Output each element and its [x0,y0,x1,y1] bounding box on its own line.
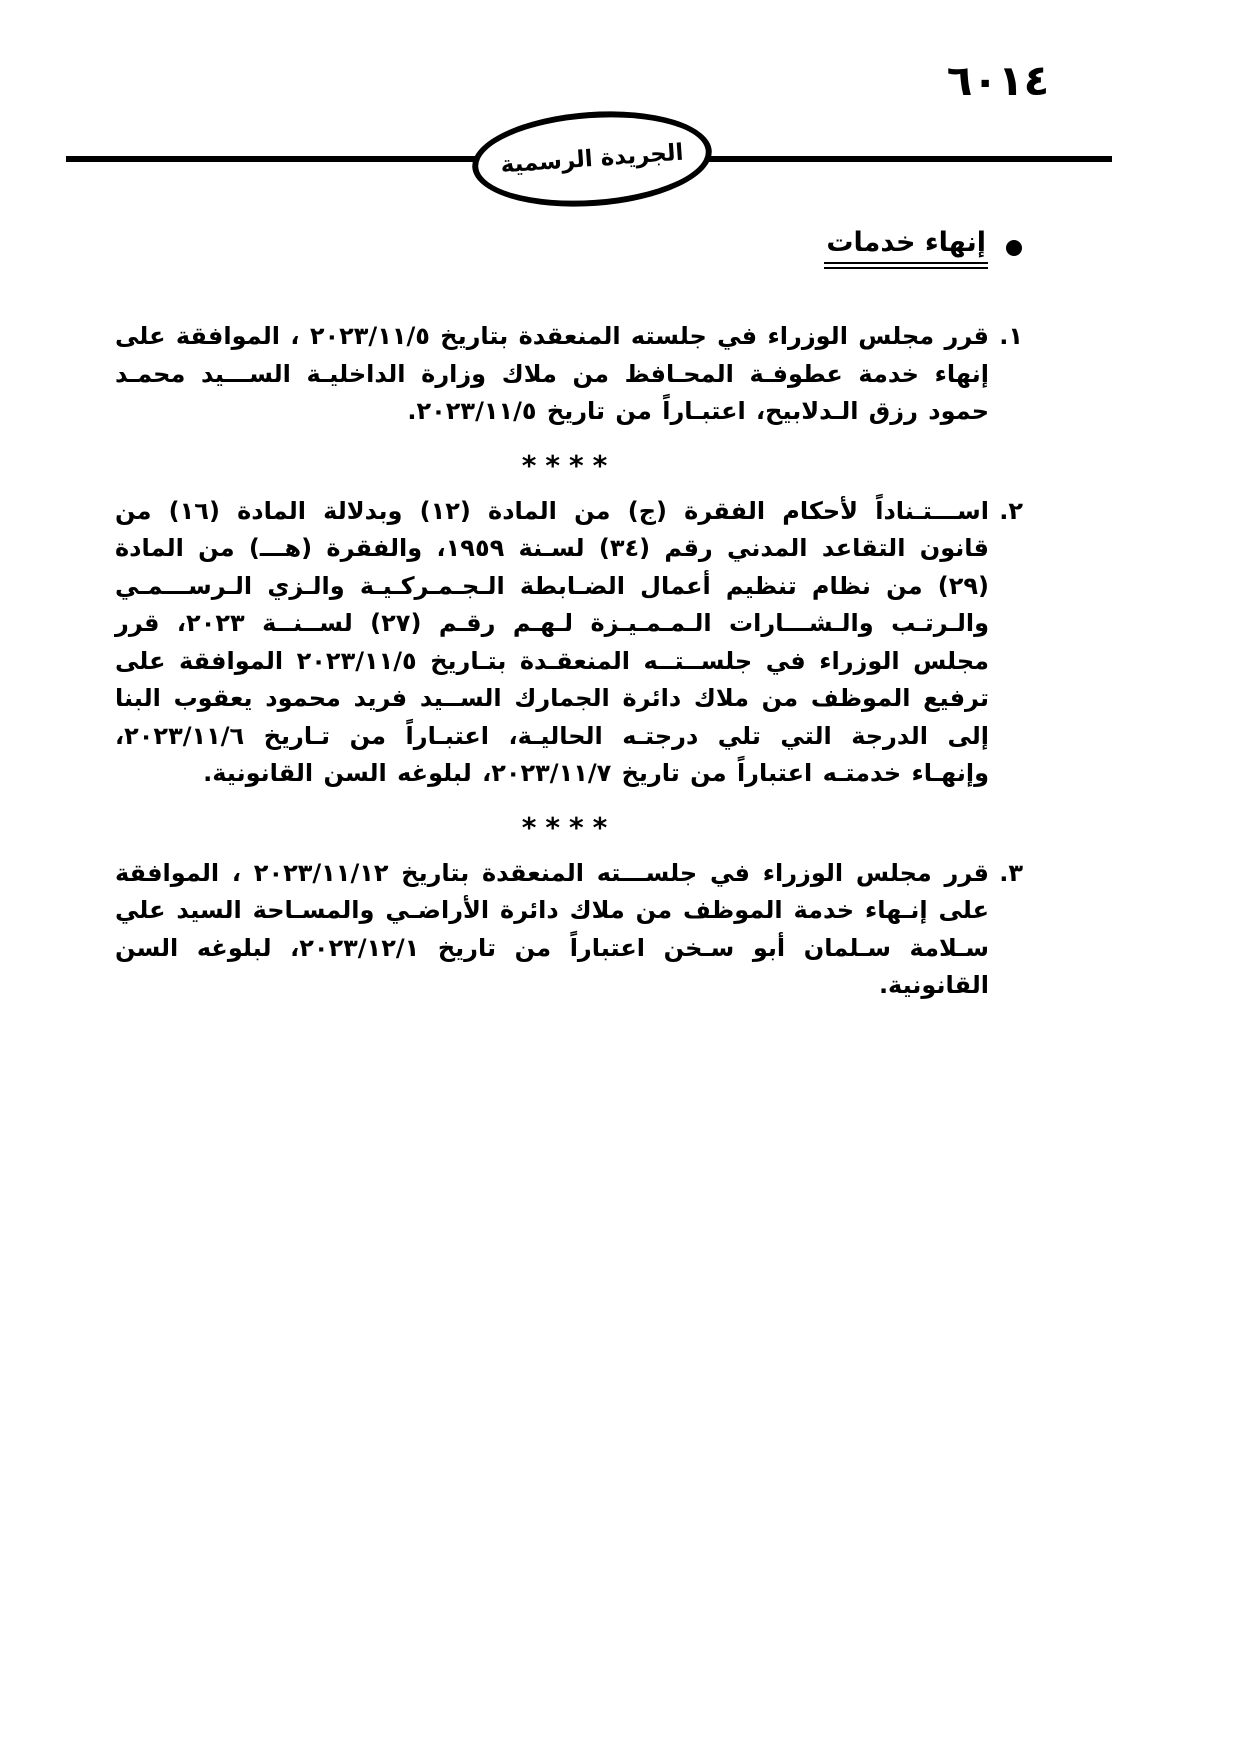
separator-stars: **** [521,448,617,482]
decisions-list [115,318,1023,1005]
item-number: ١. [999,322,1023,350]
separator-stars: **** [521,810,617,844]
gazette-title-oval [469,104,715,215]
item-text: اســـتـناداً لأحكام الفقرة (ج) من المادة (١٢) وبدلالة المادة (١٦) من قانون التقاعد المدني رقم (٣٤) لسـنة ١٩٥٩، والفقرة (هـــ) من المادة (٢٩) من نظام تنظيم أعمال الضـابطة الـجـمـركـيـة والـزي الـرســـمـي والـرتـب والـشـــارات الـمـمـيـزة لـهـم رقـم (٢٧) لســنــة ٢٠٢٣، قرر مجلس الوزراء في جلســتــه المنعقـدة بتـاريخ ٢٠٢٣/١١/٥ الموافقة على ترفيع الموظف من ملاك دائرة الجمارك الســيد فريد محمود يعقوب البنا إلى الدرجة التي تلي درجتـه الحاليـة، اعتبـاراً من تـاريخ ٢٠٢٣/١١/٦، وإنهـاء خدمتـه اعتباراً من تاريخ ٢٠٢٣/١١/٧، لبلوغه السن القانونية. [115,496,990,787]
list-item [115,855,1023,1005]
item-number: ٢. [999,496,1023,525]
list-item [115,318,1023,431]
item-text: قرر مجلس الوزراء في جلسته المنعقدة بتاريخ ٢٠٢٣/١١/٥ ، الموافقة على إنهاء خدمة عطوفـة المحـافظ من ملاك وزارة الداخليـة الســـيد محمـد حمود رزق الـدلابيح، اعتبـاراً من تاريخ ٢٠٢٣/١١/٥. [115,322,989,425]
section-heading-row [824,228,1022,269]
section-heading: إنهاء خدمات [824,228,988,269]
item-number: ٣. [999,858,1023,887]
page-number: ٦٠١٤ [946,56,1050,105]
item-text: قرر مجلس الوزراء في جلســـته المنعقدة بتاريخ ٢٠٢٣/١١/١٢ ، الموافقة على إنـهاء خدمة الموظف من ملاك دائرة الأراضـي والمسـاحة السيد علي سـلامة سـلمان أبو سـخن اعتباراً من تاريخ ٢٠٢٣/١٢/١، لبلوغه السن القانونية. [115,858,989,999]
bullet-icon [1006,240,1022,256]
list-item [115,493,1023,793]
gazette-title: الجريدة الرسمية [499,139,685,179]
